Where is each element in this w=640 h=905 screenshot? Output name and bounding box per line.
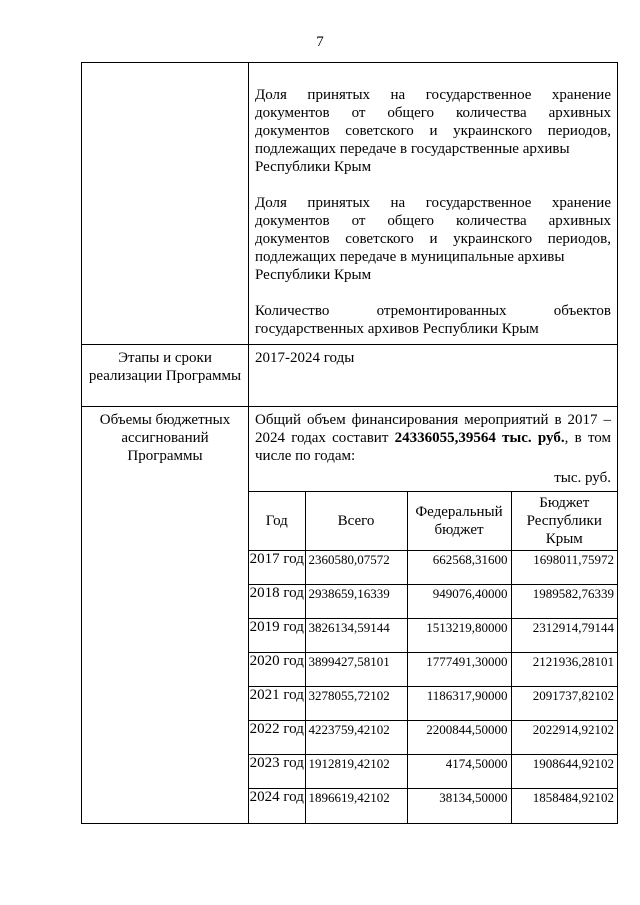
year-cell: 2020 год [249,653,305,687]
indicator-text: Доля принятых на государственное хранение документов от общего количества архивных документов советского и украинского периодов, подлежащих передаче в государственные архивы Республики Крым [255,87,611,175]
federal-cell: 38134,50000 [407,789,511,823]
budget-intro: Общий объем финансирования мероприятий в 2017 – 2024 годах составит 24336055,39564 тыс. руб., в том числе по годам: [255,412,612,464]
total-cell: 1896619,42102 [305,789,407,823]
header-total: Всего [305,492,407,551]
header-year: Год [249,492,305,551]
federal-cell: 4174,50000 [407,755,511,789]
regional-cell: 2312914,79144 [511,619,617,653]
budget-total: 24336055,39564 тыс. руб. [394,430,565,446]
total-cell: 2360580,07572 [305,551,407,585]
indicators-row [82,63,618,345]
budget-cell [249,407,618,824]
federal-cell: 2200844,50000 [407,721,511,755]
table-row [249,619,617,653]
regional-cell: 2022914,92102 [511,721,617,755]
indicator-text: Количество отремонтированных объектов государственных архивов Республики Крым [255,303,611,337]
header-federal: Федеральный бюджет [407,492,511,551]
passport-table [81,62,618,824]
budget-label: Объемы бюджетных ассигнований Программы [99,412,231,464]
year-cell: 2017 год [249,551,305,585]
indicators-label-cell [82,63,249,345]
table-row [249,585,617,619]
funding-body [249,551,617,823]
stages-label: Этапы и сроки реализации Программы [88,350,242,384]
regional-cell: 1989582,76339 [511,585,617,619]
federal-cell: 1186317,90000 [407,687,511,721]
table-row [249,721,617,755]
year-cell: 2022 год [249,721,305,755]
total-cell: 3278055,72102 [305,687,407,721]
budget-label-cell [82,407,249,824]
year-cell: 2021 год [249,687,305,721]
units-label: тыс. руб. [554,470,611,486]
indicators-cell [249,63,618,345]
year-cell: 2024 год [249,789,305,823]
stages-value-cell [249,345,618,407]
stages-row [82,345,618,407]
total-cell: 1912819,42102 [305,755,407,789]
stages-label-cell [82,345,249,407]
table-row [249,755,617,789]
total-cell: 2938659,16339 [305,585,407,619]
regional-cell: 1908644,92102 [511,755,617,789]
indicator-text: Доля принятых на государственное хранение документов от общего количества архивных документов советского и украинского периодов, подлежащих передаче в муниципальные архивы Республики Крым [255,195,611,283]
table-row [249,551,617,585]
year-cell: 2023 год [249,755,305,789]
funding-table [249,491,617,823]
year-cell: 2019 год [249,619,305,653]
regional-cell: 1858484,92102 [511,789,617,823]
budget-row [82,407,618,824]
total-cell: 3899427,58101 [305,653,407,687]
table-row [249,789,617,823]
table-row [249,653,617,687]
year-cell: 2018 год [249,585,305,619]
funding-header-row [249,492,617,551]
federal-cell: 949076,40000 [407,585,511,619]
stages-value: 2017-2024 годы [255,350,355,366]
table-row [249,687,617,721]
total-cell: 3826134,59144 [305,619,407,653]
federal-cell: 662568,31600 [407,551,511,585]
regional-cell: 2121936,28101 [511,653,617,687]
federal-cell: 1513219,80000 [407,619,511,653]
header-regional: Бюджет Республики Крым [511,492,617,551]
federal-cell: 1777491,30000 [407,653,511,687]
regional-cell: 2091737,82102 [511,687,617,721]
total-cell: 4223759,42102 [305,721,407,755]
regional-cell: 1698011,75972 [511,551,617,585]
page-number: 7 [316,34,324,50]
